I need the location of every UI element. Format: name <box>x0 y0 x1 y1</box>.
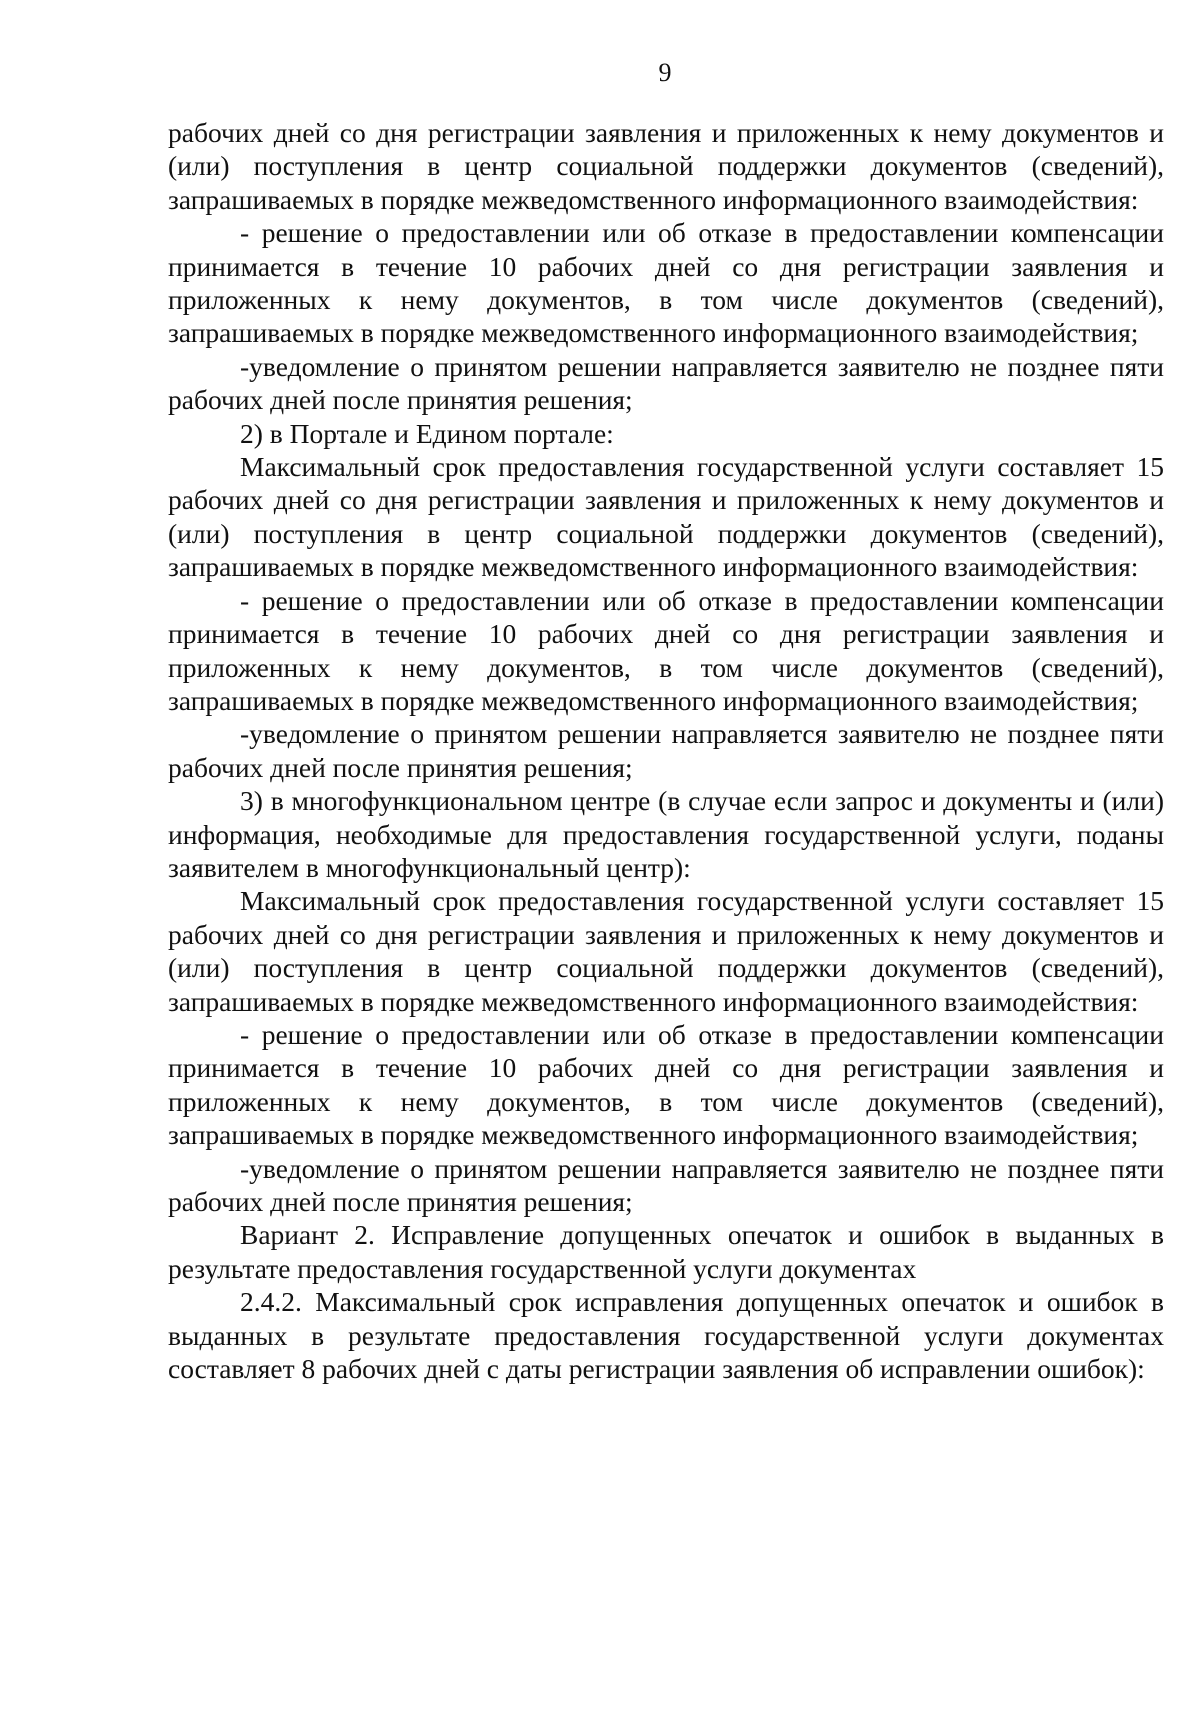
document-body <box>168 116 1164 1385</box>
paragraph: -уведомление о принятом решении направляется заявителю не позднее пяти рабочих дней после принятия решения; <box>168 350 1164 416</box>
section-heading: Вариант 2. Исправление допущенных опечаток и ошибок в выданных в результате предоставления государственной услуги документах <box>168 1219 1164 1284</box>
paragraph: 2.4.2. Максимальный срок исправления допущенных опечаток и ошибок в выданных в результате предоставления государственной услуги документах составляет 8 рабочих дней с даты регистрации заявления об исправлении ошибок): <box>168 1286 1164 1385</box>
paragraph: Максимальный срок предоставления государственной услуги составляет 15 рабочих дней со дня регистрации заявления и приложенных к нему документов и (или) поступления в центр социальной поддержки документов (сведений), запрашиваемых в порядке межведомственного информационного взаимодействия: <box>168 451 1164 583</box>
page-number: 9 <box>658 58 672 87</box>
list-item-heading: 3) в многофункциональном центре (в случае если запрос и документы и (или) информация, необходимые для предоставления государственной услуги, поданы заявителем в многофункциональный центр): <box>168 785 1164 883</box>
paragraph: - решение о предоставлении или об отказе в предоставлении компенсации принимается в течение 10 рабочих дней со дня регистрации заявления и приложенных к нему документов, в том числе документов (сведений), запрашиваемых в порядке межведомственного информационного взаимодействия; <box>168 1018 1164 1151</box>
paragraph: -уведомление о принятом решении направляется заявителю не позднее пяти рабочих дней после принятия решения; <box>168 718 1164 783</box>
paragraph: - решение о предоставлении или об отказе в предоставлении компенсации принимается в течение 10 рабочих дней со дня регистрации заявления и приложенных к нему документов, в том числе документов (сведений), запрашиваемых в порядке межведомственного информационного взаимодействия; <box>168 217 1164 349</box>
paragraph: - решение о предоставлении или об отказе в предоставлении компенсации принимается в течение 10 рабочих дней со дня регистрации заявления и приложенных к нему документов, в том числе документов (сведений), запрашиваемых в порядке межведомственного информационного взаимодействия; <box>168 584 1164 716</box>
list-item-heading: 2) в Портале и Едином портале: <box>240 417 614 449</box>
paragraph: -уведомление о принятом решении направляется заявителю не позднее пяти рабочих дней после принятия решения; <box>168 1152 1164 1217</box>
paragraph: Максимальный срок предоставления государственной услуги составляет 15 рабочих дней со дня регистрации заявления и приложенных к нему документов и (или) поступления в центр социальной поддержки документов (сведений), запрашиваемых в порядке межведомственного информационного взаимодействия: <box>168 885 1164 1017</box>
paragraph: рабочих дней со дня регистрации заявления и приложенных к нему документов и (или) поступления в центр социальной поддержки документов (сведений), запрашиваемых в порядке межведомственного информационного взаимодействия: <box>168 117 1164 215</box>
